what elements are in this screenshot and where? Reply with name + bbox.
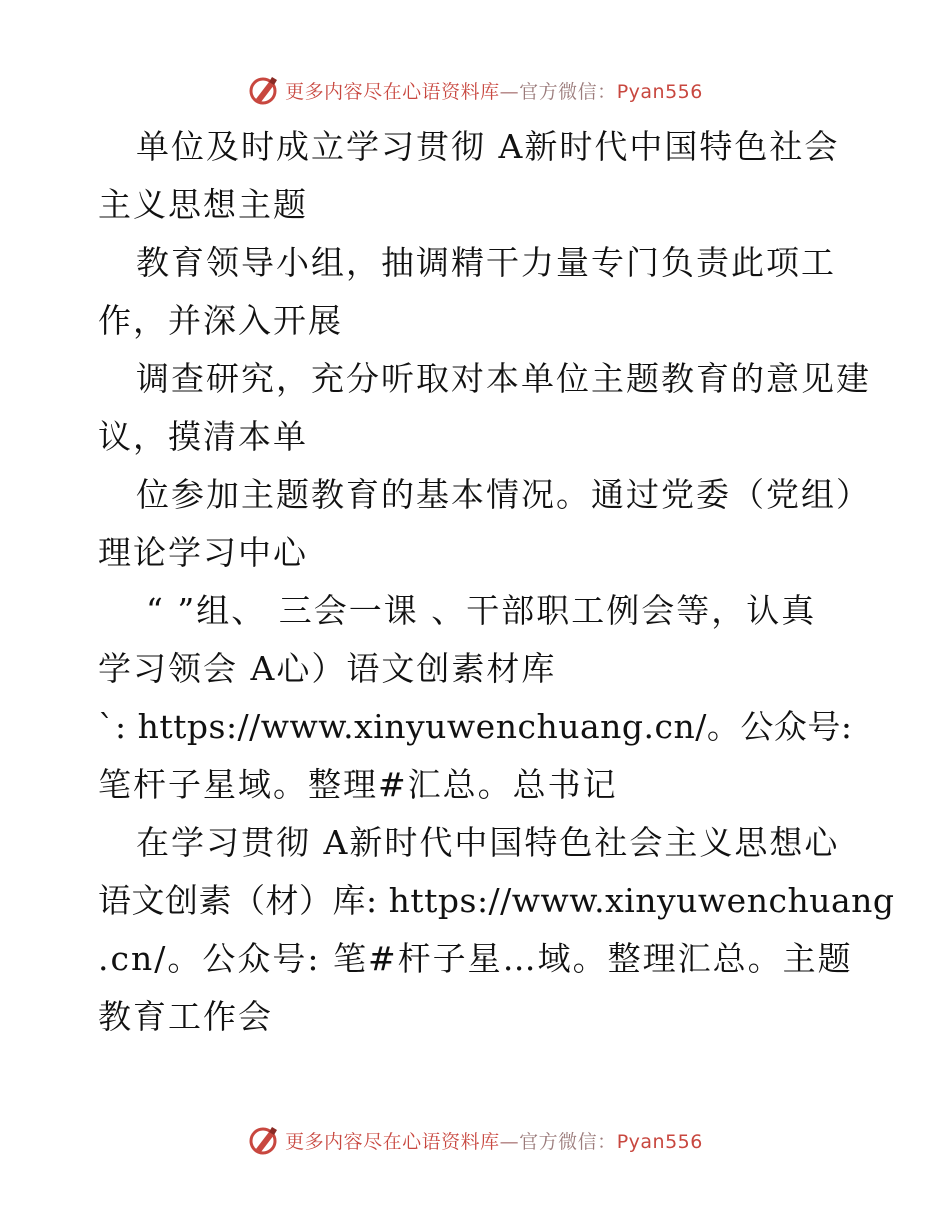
body-line: 调查研究，充分听取对本单位主题教育的意见建 — [136, 359, 871, 398]
body-line: 议，摸清本单 — [98, 417, 308, 456]
body-line: 教育领导小组，抽调精干力量专门负责此项工 — [136, 243, 836, 282]
header-wechat-label: 官方微信： — [519, 80, 617, 103]
header-wechat-id: Pyan556 — [616, 80, 703, 103]
body-line: 作，并深入开展 — [98, 301, 343, 340]
body-line: 教育工作会 — [98, 997, 273, 1036]
body-line: 理论学习中心 — [98, 533, 308, 572]
footer-wechat-id: Pyan556 — [616, 1130, 703, 1153]
body-line: 单位及时成立学习贯彻 A新时代中国特色社会 — [136, 127, 840, 166]
header-slogan: 更多内容尽在心语资料库 — [285, 80, 500, 103]
body-line: 学习领会 A心）语文创素材库 — [98, 649, 557, 688]
body-line: 主义思想主题 — [98, 185, 308, 224]
body-line: 语文创素（材）库: https://www.xinyuwenchuang — [98, 881, 895, 920]
body-line: 在学习贯彻 A新时代中国特色社会主义思想心 — [136, 823, 840, 862]
body-line: 笔杆子星域。整理#汇总。总书记 — [98, 765, 618, 804]
pen-logo-icon — [247, 73, 281, 107]
document-body — [98, 118, 895, 1046]
footer-slogan: 更多内容尽在心语资料库 — [285, 1130, 500, 1153]
footer-text — [285, 1127, 703, 1154]
body-line: .cn/。公众号: 笔#杆子星…域。整理汇总。主题 — [98, 939, 853, 978]
pen-logo-icon — [247, 1123, 281, 1157]
footer-wechat-label: 官方微信： — [519, 1130, 617, 1153]
header-banner — [0, 70, 950, 110]
body-line: “ ”组、 三会一课 、干部职工例会等，认真 — [146, 591, 817, 630]
header-text — [285, 77, 703, 104]
body-line: 位参加主题教育的基本情况。通过党委（党组） — [136, 475, 871, 514]
footer-dash: — — [499, 1130, 520, 1153]
footer-banner — [0, 1120, 950, 1160]
body-line: `: https://www.xinyuwenchuang.cn/。公众号: — [98, 707, 853, 746]
header-dash: — — [499, 80, 520, 103]
